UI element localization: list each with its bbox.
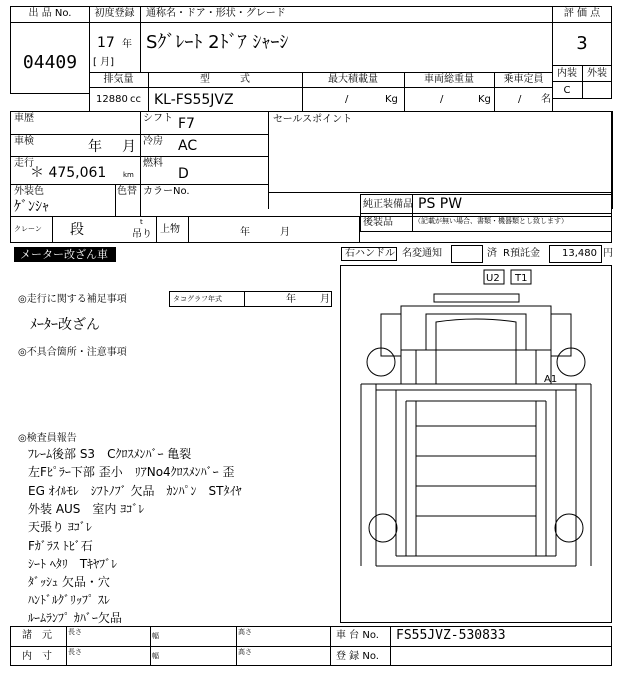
gross-weight-value: / bbox=[440, 94, 444, 105]
right-hand-drive: 右ハンドル bbox=[341, 247, 397, 261]
length-label: 長さ bbox=[68, 628, 82, 636]
inspector-line: ｼｰﾄ ﾍﾀﾘ Tｷﾔﾌﾞﾚ bbox=[28, 557, 118, 571]
color-code-label: カラーNo. bbox=[143, 186, 190, 197]
ext-color-value: ｹﾞﾝｼｬ bbox=[14, 199, 49, 215]
lot-label: 出 品 No. bbox=[28, 8, 72, 19]
crane-ton: t bbox=[140, 218, 143, 226]
capacity-value: / bbox=[518, 94, 522, 105]
inspector-line: ﾙｰﾑﾗﾝﾌﾟ ｶﾊﾞｰ欠品 bbox=[28, 611, 122, 625]
model-code-value: KL-FS55JVZ bbox=[154, 92, 234, 108]
defects-label: ◎不具合箇所・注意事項 bbox=[18, 347, 127, 358]
crane-row bbox=[10, 216, 360, 243]
diagram-mark-u2: U2 bbox=[486, 273, 500, 284]
height-label: 高さ bbox=[238, 628, 252, 636]
displacement-value: 12880 bbox=[96, 94, 128, 105]
inspector-line: 天張り ﾖｺﾞﾚ bbox=[28, 520, 92, 534]
inspector-line: ﾌﾚｰﾑ後部 S3 Cｸﾛｽﾒﾝﾊﾞｰ 亀裂 bbox=[28, 447, 192, 461]
interior-label: 内装 bbox=[557, 68, 577, 79]
ext-color-label: 外装色 bbox=[14, 186, 44, 197]
first-reg-year: 17 bbox=[97, 35, 115, 51]
lot-number: 04409 bbox=[22, 52, 78, 73]
fuel-label: 燃料 bbox=[143, 158, 163, 169]
r-fee-label: R預託金 bbox=[503, 248, 540, 259]
loading-year: 年 bbox=[240, 227, 250, 238]
inspector-label: ◎検査員報告 bbox=[18, 433, 77, 444]
inspector-line: Fｶﾞﾗｽ ﾄﾋﾞ石 bbox=[28, 539, 93, 553]
displacement-label: 排気量 bbox=[103, 74, 134, 85]
r-fee-unit: 円 bbox=[603, 248, 613, 259]
displacement-unit: cc bbox=[130, 94, 141, 105]
inspector-line: ﾊﾝﾄﾞﾙｸﾞﾘｯﾌﾟ ｽﾚ bbox=[28, 593, 110, 607]
name-change-label: 名変通知 bbox=[402, 248, 442, 259]
chassis-no: FS55JVZ-530833 bbox=[396, 628, 506, 643]
equipment-value: PS PW bbox=[418, 196, 463, 212]
height-label: 高さ bbox=[238, 648, 252, 656]
month-bracket: [ 月] bbox=[93, 57, 114, 68]
name-change-box bbox=[451, 245, 483, 263]
rating-value: 3 bbox=[576, 33, 588, 54]
chassis-label: 車 台 No. bbox=[336, 630, 379, 641]
shift-value: F7 bbox=[178, 116, 195, 132]
tacho-month: 月 bbox=[320, 294, 330, 305]
interior-dim-label: 内 寸 bbox=[22, 651, 52, 662]
spec-label: 諸 元 bbox=[22, 630, 52, 641]
exterior-label: 外装 bbox=[587, 68, 607, 79]
first-reg-label: 初度登録 bbox=[94, 8, 135, 19]
odometer-tamper-banner: メーター改ざん車 bbox=[14, 247, 116, 262]
capacity-unit: 名 bbox=[541, 94, 551, 105]
crane-label: クレーン bbox=[14, 225, 42, 233]
inspection-label: 車検 bbox=[14, 136, 34, 147]
aircon-value: AC bbox=[178, 138, 198, 154]
inspector-line: 外装 AUS 室内 ﾖｺﾞﾚ bbox=[28, 502, 145, 516]
model-name: Sｸﾞﾚｰﾄ 2ﾄﾞｱ ｼｬｰｼ bbox=[146, 32, 289, 53]
driving-notes-label: ◎走行に関する補足事項 bbox=[18, 294, 127, 305]
inspector-line: EG ｵｲﾙﾓﾚ ｼﾌﾄﾉﾌﾞ 欠品 ｶﾝﾊﾟﾝ STﾀｲﾔ bbox=[28, 484, 242, 498]
mileage-label: 走行 bbox=[14, 158, 34, 169]
mileage-value: ＊ 475,061 bbox=[30, 165, 107, 181]
diagram-mark-a1: A1 bbox=[544, 374, 558, 385]
diagram-mark-t1: T1 bbox=[515, 273, 528, 284]
sales-point-label: セールスポイント bbox=[273, 114, 353, 125]
capacity-label: 乗車定員 bbox=[503, 74, 544, 85]
inspector-line: 左Fﾋﾟﾗｰ下部 歪小 ﾘｱNo4ｸﾛｽﾒﾝﾊﾞｰ 歪 bbox=[28, 465, 235, 479]
length-label: 長さ bbox=[68, 648, 82, 656]
gross-weight-unit: Kg bbox=[478, 94, 491, 105]
history-label: 車歴 bbox=[14, 113, 34, 124]
loading-label: 上物 bbox=[160, 224, 180, 235]
year-unit: 年 bbox=[122, 39, 132, 50]
width-label: 幅 bbox=[152, 632, 159, 640]
max-load-value: / bbox=[345, 94, 349, 105]
crane-hang: 吊り bbox=[132, 229, 152, 240]
color-no-label: 色替 bbox=[117, 186, 137, 197]
rating-label: 評 価 点 bbox=[563, 8, 601, 19]
aftermarket-note: （記載が無い場合、書類・機器類とし致します） bbox=[414, 217, 568, 225]
lot-number-box bbox=[10, 6, 90, 94]
width-label: 幅 bbox=[152, 652, 159, 660]
inspection-month-unit: 月 bbox=[122, 139, 136, 155]
inspection-year-unit: 年 bbox=[88, 139, 102, 155]
tacho-year: 年 bbox=[286, 294, 296, 305]
vehicle-diagram bbox=[340, 265, 612, 623]
r-fee-value: 13,480 bbox=[562, 248, 597, 259]
driving-note: ﾒｰﾀｰ改ざん bbox=[30, 317, 100, 333]
max-load-label: 最大積載量 bbox=[328, 74, 378, 85]
crane-stage: 段 bbox=[70, 222, 84, 238]
model-code-label: 型 式 bbox=[200, 74, 250, 85]
shift-label: シフト bbox=[143, 113, 173, 124]
recycle-label: 済 bbox=[487, 248, 497, 259]
interior-grade: C bbox=[563, 85, 571, 96]
model-name-label: 通称名・ドア・形状・グレード bbox=[146, 8, 286, 19]
equipment-label: 純正装備品 bbox=[363, 199, 413, 210]
aftermarket-label: 後装品 bbox=[363, 217, 393, 228]
gross-weight-label: 車両総重量 bbox=[424, 74, 474, 85]
max-load-unit: Kg bbox=[385, 94, 398, 105]
mileage-unit: km bbox=[123, 171, 134, 179]
inspector-line: ﾀﾞｯｼｭ 欠品・穴 bbox=[28, 575, 110, 589]
tacho-label: タコグラフ年式 bbox=[173, 295, 222, 303]
reg-label: 登 録 No. bbox=[336, 651, 379, 662]
fuel-value: D bbox=[178, 166, 189, 182]
aircon-label: 冷房 bbox=[143, 136, 163, 147]
loading-month: 月 bbox=[280, 227, 290, 238]
